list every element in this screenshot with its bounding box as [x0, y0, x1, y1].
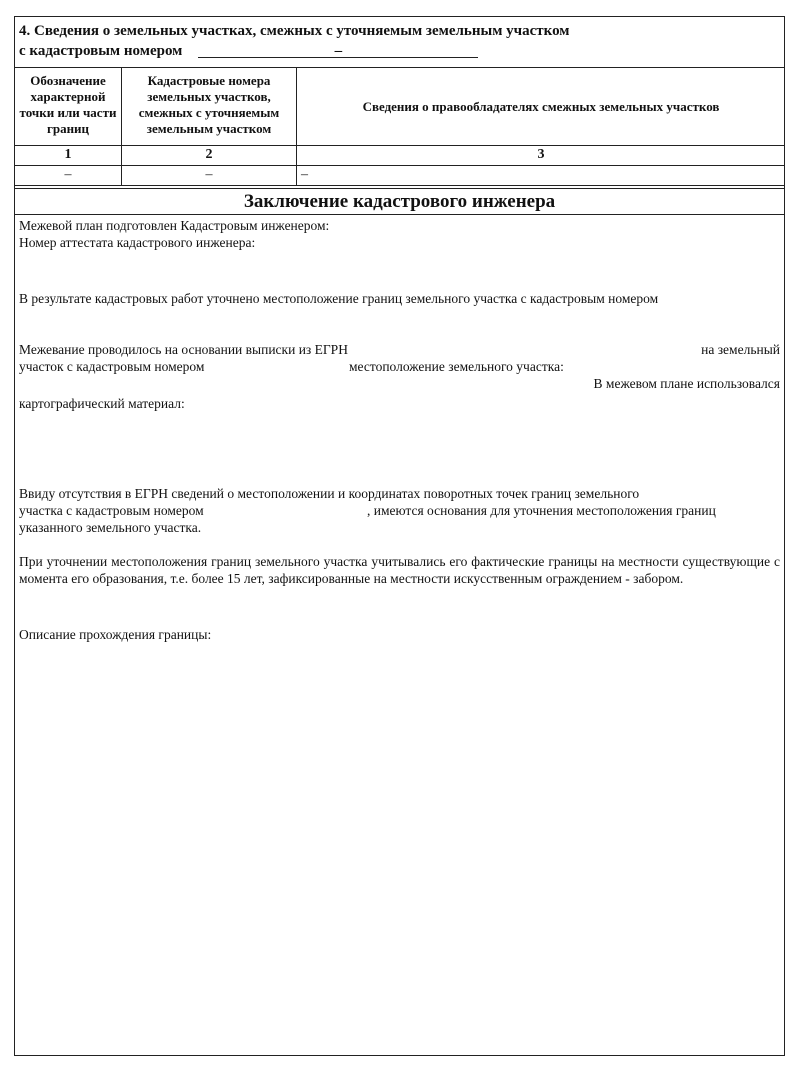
absence-line-3: указанного земельного участка. [19, 520, 202, 535]
section4-title-label: с кадастровым номером [19, 43, 183, 59]
document-frame [14, 16, 785, 1056]
column-header-owners: Сведения о правообладателях смежных земельных участков [362, 99, 720, 114]
column-header-cadastral: Кадастровые номера земельных участков, смежных с уточняемым земельным участком [138, 73, 280, 136]
absence-grounds: , имеются основания для уточнения местоположения границ [367, 503, 716, 518]
cadastral-number-field [198, 41, 478, 58]
column-number-2: 2 [205, 147, 213, 162]
map-material-line-1: В межевом плане использовался [593, 376, 780, 391]
column-header-point: Обозначение характерной точки или части границ [19, 73, 117, 136]
location-label: местоположение земельного участка: [349, 359, 564, 374]
absence-line-1: Ввиду отсутствия в ЕГРН сведений о местоположении и координатах поворотных точек границ земельного [19, 486, 640, 501]
cell-point-value: – [64, 167, 72, 182]
col-divider-2 [296, 67, 297, 185]
basis-line-1 [19, 341, 780, 358]
col-divider-1 [121, 67, 122, 185]
column-number-3: 3 [537, 147, 545, 162]
basis-line-2 [19, 358, 780, 375]
section4-title-line2 [19, 41, 570, 61]
basis-text-end: на земельный [701, 342, 780, 357]
engineer-line: Межевой план подготовлен Кадастровым инженером: [19, 218, 330, 233]
cell-owners-value: – [301, 167, 308, 182]
absence-line-2 [19, 502, 780, 519]
cadastral-number-value: – [334, 43, 343, 59]
section4-title [19, 21, 570, 61]
boundary-description-label: Описание прохождения границы: [19, 627, 212, 642]
certificate-line: Номер аттестата кадастрового инженера: [19, 235, 256, 250]
result-paragraph: В результате кадастровых работ уточнено местоположение границ земельного участка с кадастровым номером [19, 291, 659, 306]
conclusion-title: Заключение кадастрового инженера [243, 191, 556, 212]
table-top-border [15, 67, 784, 68]
section4-title-line1: 4. Сведения о земельных участках, смежных с уточняемым земельным участком [19, 23, 570, 39]
absence-parcel-label: участка с кадастровым номером [19, 503, 204, 518]
basis-text: Межевание проводилось на основании выписки из ЕГРН [19, 342, 348, 357]
table-bottom-border [15, 185, 784, 186]
cell-cadastral-value: – [205, 167, 213, 182]
basis-parcel-label: участок с кадастровым номером [19, 359, 205, 374]
column-number-1: 1 [64, 147, 72, 162]
map-material-line-2: картографический материал: [19, 396, 185, 411]
boundary-paragraph: При уточнении местоположения границ земельного участка учитывались его фактические границы на местности существующие с момента его образования, т.е. более 15 лет, зафиксированные на местности искусственным ограждением - забором. [19, 554, 780, 586]
